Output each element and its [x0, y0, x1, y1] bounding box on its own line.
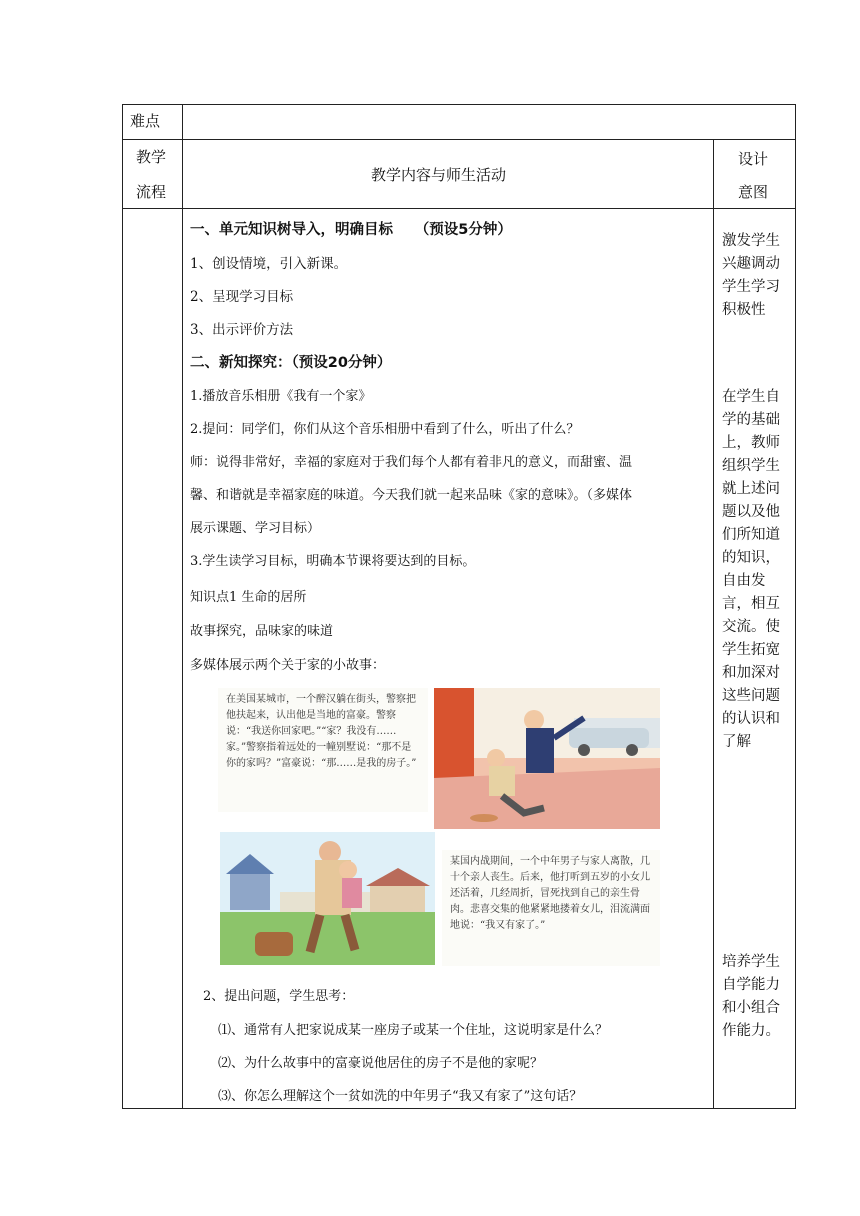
- section2-title: 二、新知探究：（预设20分钟）: [190, 355, 392, 371]
- section2-item: 3.学生读学习目标，明确本节课将要达到的目标。: [190, 554, 476, 569]
- flow-label-line2: 流程: [136, 183, 167, 201]
- design-label-line1: 设计: [738, 150, 769, 168]
- section1-item: 2、呈现学习目标: [190, 289, 294, 305]
- design-intent-3: 培养学生自学能力和小组合作能力。: [722, 954, 780, 1039]
- teacher-text: 师：说得非常好，幸福的家庭对于我们每个人都有着非凡的意义，而甜蜜、温: [190, 455, 633, 470]
- row-divider: [123, 139, 795, 140]
- content-header: 教学内容与师生活动: [371, 166, 507, 184]
- col-divider: [713, 139, 714, 1109]
- section1-title: 一、单元知识树导入，明确目标 （预设5分钟）: [190, 222, 512, 238]
- section1-item: 1、创设情境，引入新课。: [190, 256, 348, 272]
- question-item: ⑴、通常有人把家说成某一座房子或某一个住址，这说明家是什么？: [218, 1023, 609, 1038]
- question-item: ⑶、你怎么理解这个一贫如洗的中年男子“我又有家了”这句话？: [218, 1089, 583, 1104]
- col-divider: [182, 105, 183, 1109]
- story-explore: 故事探究，品味家的味道: [190, 624, 334, 639]
- media-show: 多媒体展示两个关于家的小故事：: [190, 658, 386, 673]
- section2-item: 2.提问：同学们，你们从这个音乐相册中看到了什么，听出了什么？: [190, 422, 580, 437]
- flow-label-line1: 教学: [136, 148, 167, 166]
- question-item: ⑵、为什么故事中的富豪说他居住的房子不是他的家呢？: [218, 1056, 544, 1071]
- questions-title: 2、提出问题，学生思考：: [203, 989, 355, 1004]
- story2-text: 某国内战期间，一个中年男子与家人离散，几十个亲人丧生。后来，他打听到五岁的小女儿还活着，几经周折，冒死找到自己的亲生骨肉。悲喜交集的他紧紧地搂着女儿，泪流满面地说：“我又有家了。”: [442, 850, 660, 966]
- police-illustration: [434, 688, 660, 829]
- difficulty-label: 难点: [130, 112, 161, 130]
- family-illustration: [220, 832, 435, 965]
- section1-item: 3、出示评价方法: [190, 322, 294, 338]
- section2-item: 1.播放音乐相册《我有一个家》: [190, 389, 372, 404]
- design-intent-2: 在学生自学的基础上，教师组织学生就上述问题以及他们所知道的知识，自由发言，相互交流。使学生拓宽和加深对这些问题的认识和了解: [722, 389, 780, 750]
- design-label-line2: 意图: [738, 183, 769, 201]
- row-divider: [123, 208, 795, 209]
- teacher-text: 馨、和谐就是幸福家庭的味道。今天我们就一起来品味《家的意味》。（多媒体: [190, 488, 633, 503]
- design-intent-1: 激发学生兴趣调动学生学习积极性: [722, 233, 780, 318]
- story1-text: 在美国某城市，一个醉汉躺在街头，警察把他扶起来，认出他是当地的富豪。警察说：“我送你回家吧。”“家？我没有……家。”警察指着远处的一幢别墅说：“那不是你的家吗？”富豪说：“那……是我的房子。”: [218, 688, 428, 812]
- knowledge-point: 知识点1 生命的居所: [190, 590, 307, 605]
- teacher-text: 展示课题、学习目标）: [190, 521, 321, 536]
